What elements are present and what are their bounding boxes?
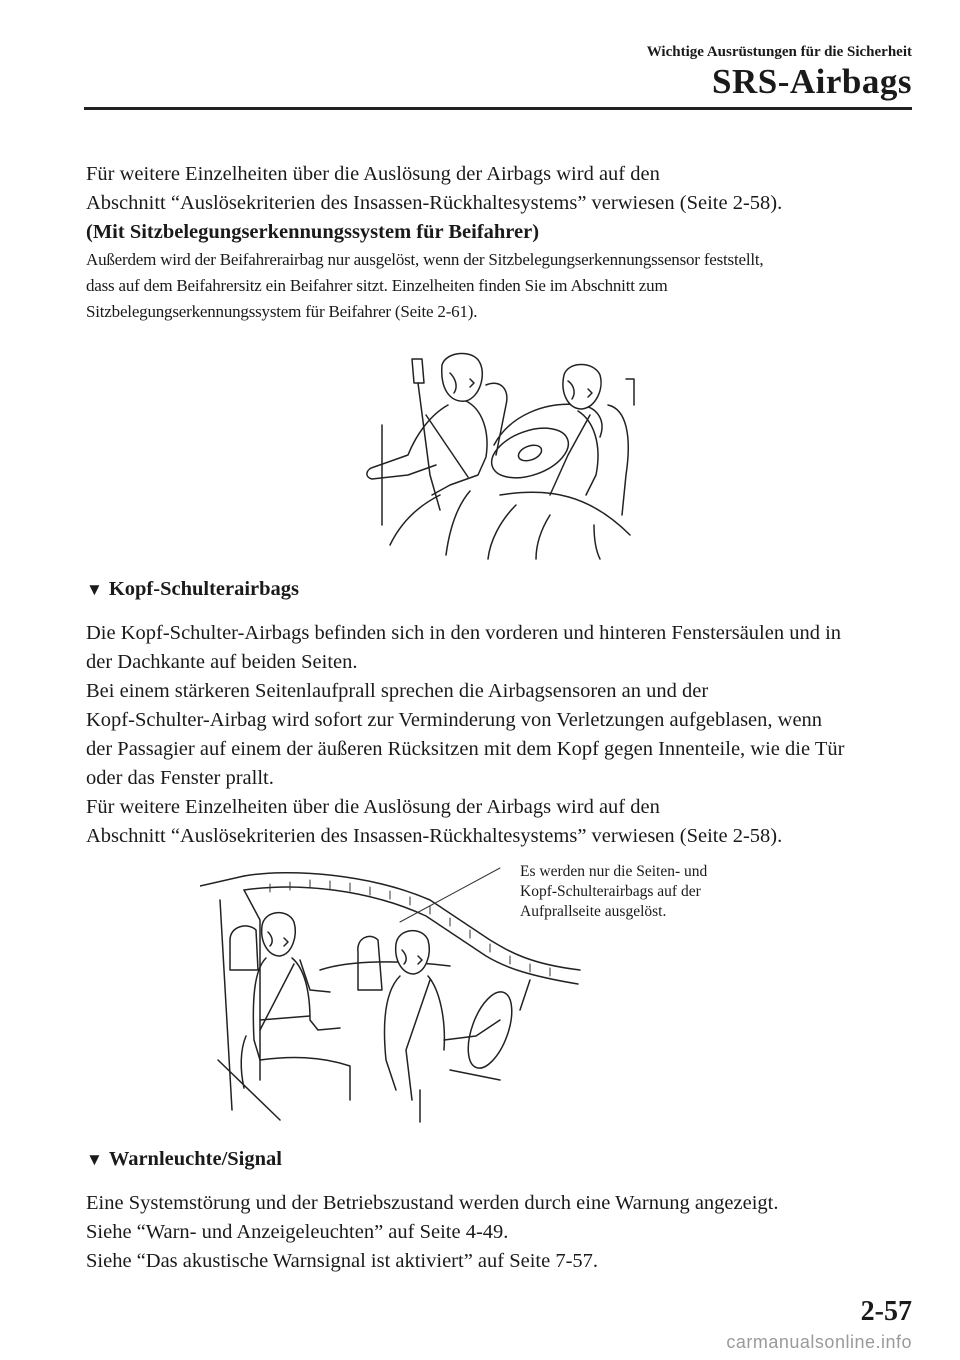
- intro-subhead: (Mit Sitzbelegungserkennungssystem für Beifahrer): [86, 221, 540, 243]
- body-line: der Dachkante auf beiden Seiten.: [86, 651, 358, 673]
- callout-line: Aufprallseite ausgelöst.: [520, 903, 667, 920]
- triangle-marker-icon: ▼: [86, 580, 103, 599]
- triangle-marker-icon: ▼: [86, 1150, 103, 1169]
- section-heading-warning-light: [86, 1148, 282, 1171]
- illustration-callout: [520, 862, 780, 922]
- body-line: Für weitere Einzelheiten über die Auslösung der Airbags wird auf den: [86, 796, 660, 818]
- callout-line: Es werden nur die Seiten- und: [520, 863, 708, 880]
- intro-note-line-3: Sitzbelegungserkennungssystem für Beifahrer (Seite 2-61).: [86, 302, 478, 321]
- body-line: Abschnitt “Auslösekriterien des Insassen-Rückhaltesystems” verwiesen (Seite 2-58).: [86, 825, 783, 847]
- body-line: Siehe “Das akustische Warnsignal ist aktiviert” auf Seite 7-57.: [86, 1250, 599, 1272]
- intro-line-1: Für weitere Einzelheiten über die Auslösung der Airbags wird auf den: [86, 163, 660, 185]
- body-line: Siehe “Warn- und Anzeigeleuchten” auf Seite 4-49.: [86, 1221, 509, 1243]
- section-heading-text: Warnleuchte/Signal: [108, 1148, 282, 1170]
- section-heading-head-shoulder-airbags: [86, 578, 299, 601]
- body-line: Bei einem stärkeren Seitenlaufprall sprechen die Airbagsensoren an und der: [86, 680, 709, 702]
- body-line: Die Kopf-Schulter-Airbags befinden sich in den vorderen und hinteren Fenstersäulen und in: [86, 622, 842, 644]
- page-title: SRS-Airbags: [712, 62, 912, 101]
- body-line: Eine Systemstörung und der Betriebszustand werden durch eine Warnung angezeigt.: [86, 1192, 779, 1214]
- intro-note-line-1: Außerdem wird der Beifahrerairbag nur ausgelöst, wenn der Sitzbelegungserkennungssensor feststellt,: [86, 250, 764, 269]
- header-section-label: Wichtige Ausrüstungen für die Sicherheit: [646, 44, 912, 60]
- body-line: oder das Fenster prallt.: [86, 767, 274, 789]
- watermark: carmanualsonline.info: [726, 1332, 912, 1352]
- page-number: 2-57: [860, 1296, 912, 1327]
- body-line: der Passagier auf einem der äußeren Rücksitzen mit dem Kopf gegen Innenteile, wie die Tür: [86, 738, 845, 760]
- callout-line: Kopf-Schulterairbags auf der: [520, 883, 701, 900]
- intro-note-line-2: dass auf dem Beifahrersitz ein Beifahrer sitzt. Einzelheiten finden Sie im Abschnitt zum: [86, 276, 668, 295]
- section-heading-text: Kopf-Schulterairbags: [108, 578, 300, 600]
- header-divider: [84, 107, 912, 110]
- front-occupants-illustration: [350, 345, 650, 560]
- body-line: Kopf-Schulter-Airbag wird sofort zur Verminderung von Verletzungen aufgeblasen, wenn: [86, 709, 823, 731]
- intro-line-2: Abschnitt “Auslösekriterien des Insassen-Rückhaltesystems” verwiesen (Seite 2-58).: [86, 192, 783, 214]
